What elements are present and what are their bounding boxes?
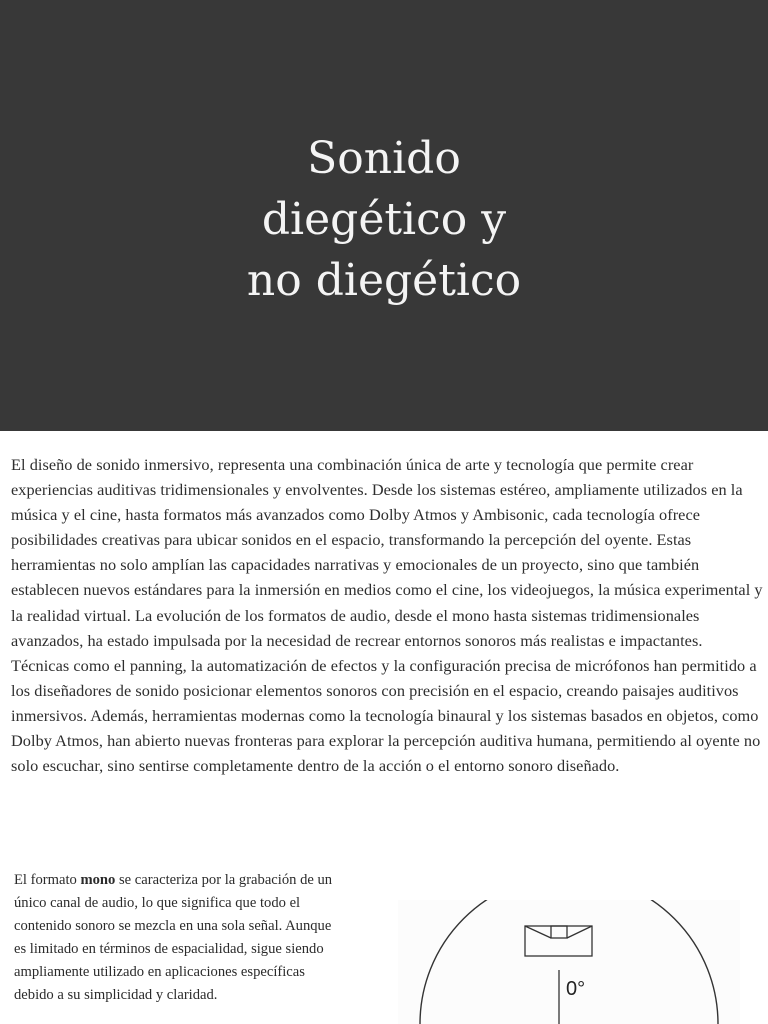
mono-description (14, 869, 344, 1007)
mono-suffix: se caracteriza por la grabación de un único canal de audio, lo que significa que todo el contenido sonoro se mezcla en una sola señal. Aunque es limitado en términos de espacialidad, sigue siendo ampliamente utilizado en aplicaciones específicas debido a su simplicidad y claridad. (14, 872, 333, 1003)
speaker-cone-left (525, 926, 551, 938)
intro-paragraph-b: La evolución de los formatos de audio, desde el mono hasta sistemas tridimensionales avanzados, ha estado impulsada por la necesidad de recrear entornos sonoros más realistas e impactantes. Técnicas como el panning, la automatización de efectos y la configuración precisa de micrófonos han permitido a los diseñadores de sonido posicionar elementos sonoros con precisión en el espacio, creando paisajes auditivos inmersivos. Además, herramientas modernas como la tecnología binaural y los sistemas basados en objetos, como Dolby Atmos, han abierto nuevas fronteras para explorar la percepción auditiva humana, permitiendo al oyente no solo escuchar, sino sentirse completamente dentro de la acción o el entorno sonoro diseñado. (11, 605, 761, 776)
hero-banner (0, 0, 768, 431)
diagram-svg (398, 900, 740, 1024)
mono-speaker-diagram (398, 900, 740, 1024)
intro-paragraph-a: El diseño de sonido inmersivo, representa una combinación única de arte y tecnología que permite crear experiencias auditivas tridimensionales y envolventes. Desde los sistemas estéreo, ampliamente utilizados en la música y el cine, hasta formatos más avanzados como Dolby Atmos y Ambisonic, cada tecnología ofrece posibilidades creativas para ubicar sonidos en el espacio, transformando la percepción del oyente. Estas herramientas no solo amplían las capacidades narrativas y emocionales de un proyecto, sino que también establecen nuevos estándares para la inmersión en medios como el cine, los videojuegos, la música experimental y la realidad virtual. (11, 455, 763, 625)
speaker-driver (551, 926, 567, 938)
speaker-icon (525, 926, 592, 956)
title-line-1: Sonido (307, 133, 461, 184)
speaker-cone-right (567, 926, 592, 938)
title-line-3: no diegético (246, 255, 522, 306)
angle-label: 0° (566, 978, 586, 1000)
mono-term: mono (80, 872, 116, 888)
intro-paragraph (11, 452, 763, 778)
mono-prefix: El formato (14, 872, 81, 888)
title-line-2: diegético y (261, 194, 507, 245)
page-title (0, 128, 768, 311)
listening-circle (420, 900, 718, 1024)
